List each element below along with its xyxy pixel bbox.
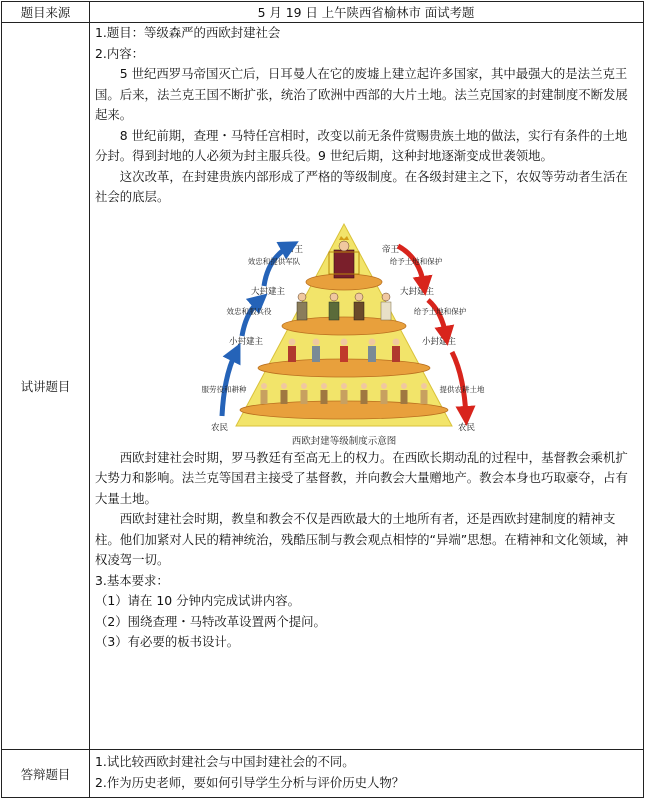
source-label: 题目来源	[2, 2, 90, 22]
paragraph-3: 这次改革，在封建贵族内部形成了严格的等级制度。在各级封建主之下，农奴等劳动者生活在社会的底层。	[95, 168, 628, 204]
source-value: 5 月 19 日 上午陕西省榆林市 面试考题	[257, 5, 475, 20]
lecture-content-cell	[89, 23, 643, 749]
right-arrow-top	[398, 246, 424, 286]
source-row	[2, 2, 643, 22]
level-label-lesser-lord-right: 小封建主	[422, 336, 457, 347]
lecture-row	[2, 22, 643, 749]
level-label-emperor-left: 帝王	[286, 244, 304, 255]
left-arrow-text-bottom: 服劳役和耕种	[201, 384, 247, 394]
content-label: 2.内容：	[95, 45, 144, 61]
left-arrow-bottom	[222, 352, 236, 416]
feudal-hierarchy-diagram	[194, 216, 494, 448]
level-label-great-lord-left: 大封建主	[251, 286, 286, 297]
exam-table	[1, 1, 644, 798]
defense-question-1: 1.试比较西欧封建社会与中国封建社会的不同。	[95, 754, 355, 769]
peasants-figures-icon	[261, 383, 428, 404]
level-label-emperor-right: 帝王	[382, 244, 400, 255]
level-label-lesser-lord-left: 小封建主	[229, 336, 264, 347]
right-arrow-middle	[428, 300, 446, 336]
requirement-3: （3）有必要的板书设计。	[95, 634, 240, 649]
paragraph-4: 西欧封建社会时期，罗马教廷有至高无上的权力。在西欧长期动乱的过程中，基督教会乘机扩大势力和影响。法兰克等国君主接受了基督教，并向教会大量赠地产。教会本身也巧取豪夺，占有大量土地。	[95, 449, 628, 506]
requirement-1: （1）请在 10 分钟内完成试讲内容。	[95, 593, 300, 608]
level-label-great-lord-right: 大封建主	[400, 286, 435, 297]
level-label-peasant-left: 农民	[211, 422, 229, 433]
right-arrow-text-top: 给予土地和保护	[389, 256, 443, 266]
defense-row	[2, 749, 643, 797]
requirement-2: （2）围绕查理・马特改革设置两个提问。	[95, 613, 326, 629]
diagram-caption: 西欧封建等级制度示意图	[291, 435, 397, 447]
paragraph-5: 西欧封建社会时期，教皇和教会不仅是西欧最大的土地所有者，还是西欧封建制度的精神支柱。他们加紧对人民的精神统治，残酷压制与教会观点相悖的“异端”思想。在精神和文化领域，神权凌驾一切。	[95, 511, 629, 567]
right-arrow-text-middle: 给予土地和保护	[413, 306, 467, 316]
level-label-peasant-right: 农民	[458, 422, 476, 433]
defense-label: 答辩题目	[2, 750, 90, 797]
requirements-label: 3.基本要求：	[95, 572, 169, 588]
right-arrow-bottom	[452, 352, 466, 416]
defense-content-cell	[89, 750, 643, 797]
left-arrow-middle	[242, 300, 260, 336]
paragraph-1: 5 世纪西罗马帝国灭亡后，日耳曼人在它的废墟上建立起许多国家，其中最强大的是法兰克王国。后来，法兰克王国不断扩张，统治了欧洲中西部的大片土地。法兰克国家的封建制度不断发展起来。	[95, 66, 628, 122]
left-arrow-text-middle: 效忠和服兵役	[226, 306, 272, 316]
paragraph-2: 8 世纪前期，查理・马特任宫相时，改变以前无条件赏赐贵族土地的做法，实行有条件的土地分封。得到封地的人必须为封主服兵役。9 世纪后期，这种封地逐渐变成世袭领地。	[95, 127, 628, 163]
lecture-label: 试讲题目	[2, 23, 90, 749]
right-arrow-text-bottom: 提供农耕土地	[439, 384, 485, 394]
left-arrow-text-top: 效忠和提供军队	[247, 256, 301, 266]
defense-question-2: 2.作为历史老师，要如何引导学生分析与评价历史人物？	[95, 774, 405, 790]
lecture-title: 1.题目：等级森严的西欧封建社会	[95, 25, 281, 40]
